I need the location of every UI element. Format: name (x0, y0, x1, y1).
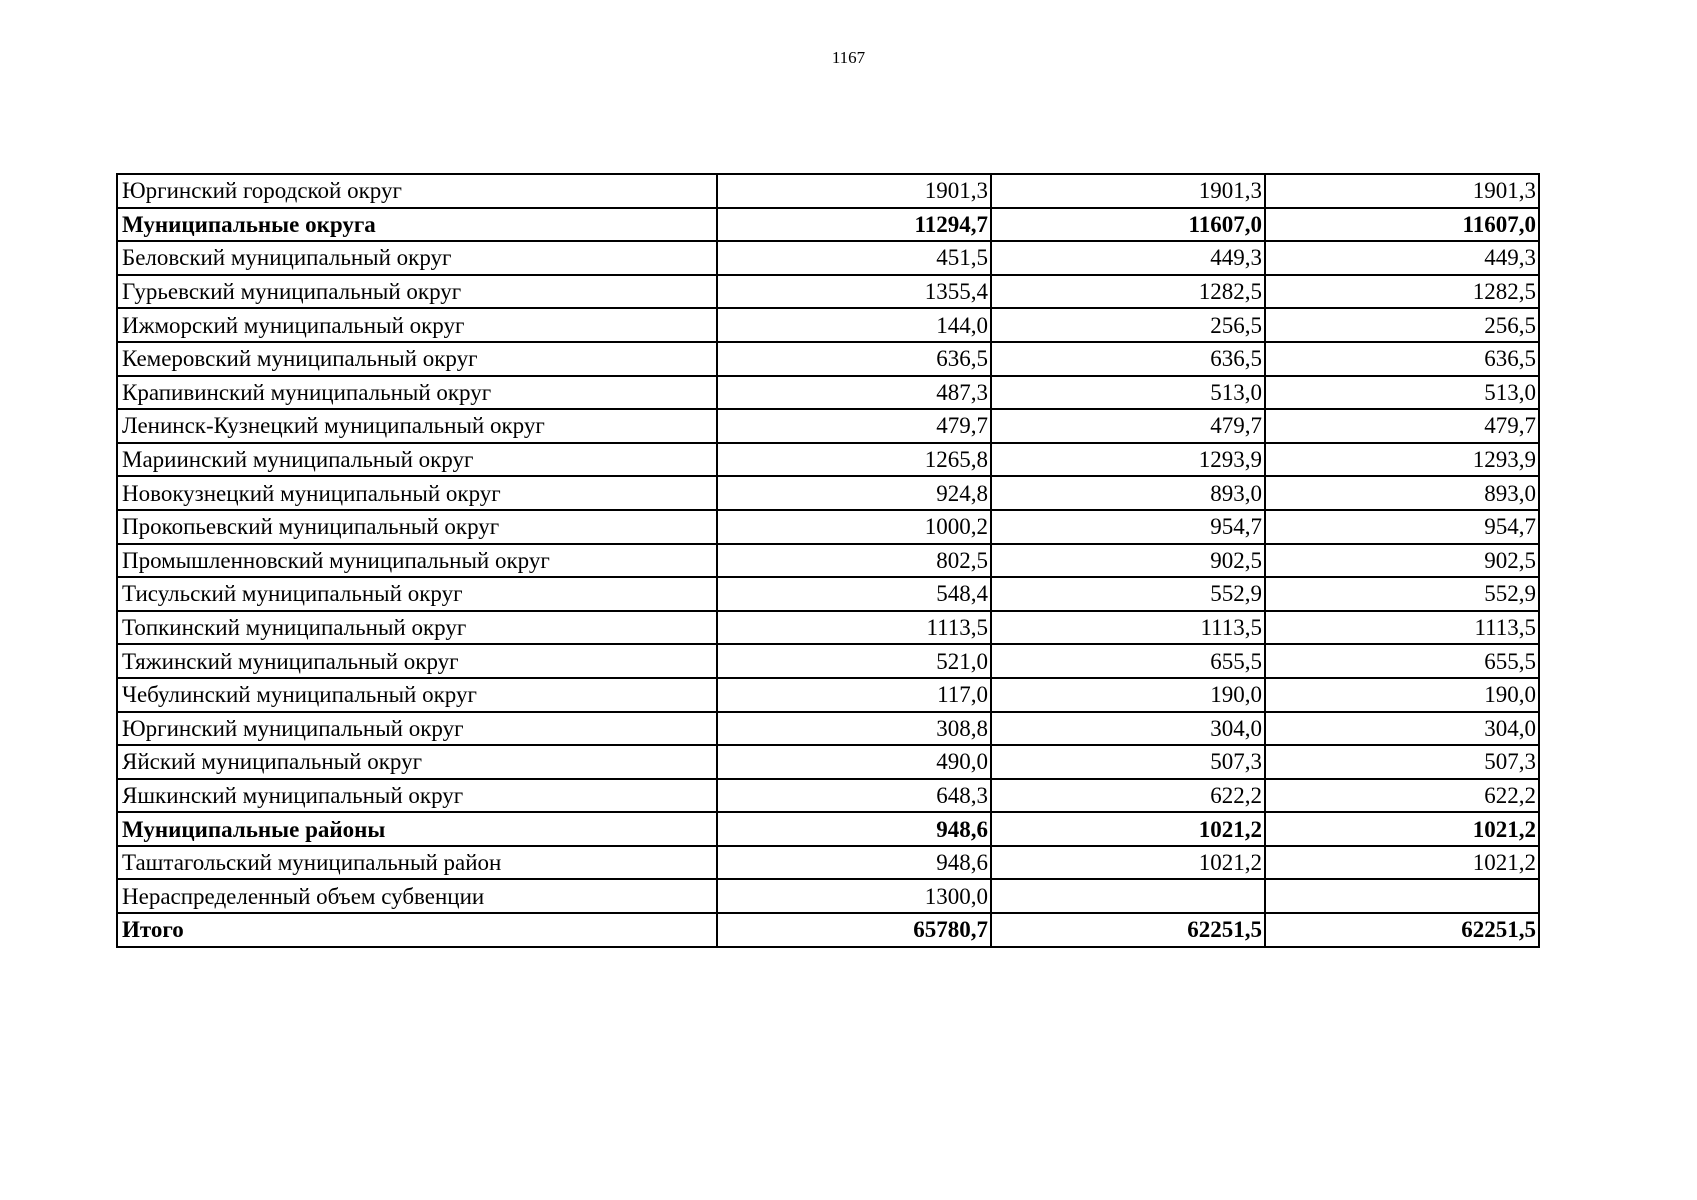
row-name-cell: Яшкинский муниципальный округ (117, 779, 717, 813)
row-value-1-cell: 1113,5 (717, 611, 991, 645)
row-value-2-cell: 1293,9 (991, 443, 1265, 477)
row-value-2-cell: 1901,3 (991, 174, 1265, 208)
row-name-cell: Нераспределенный объем субвенции (117, 879, 717, 913)
row-value-1-cell: 1000,2 (717, 510, 991, 544)
table-row (117, 779, 1539, 813)
row-name-cell: Кемеровский муниципальный округ (117, 342, 717, 376)
row-value-3-cell: 190,0 (1265, 678, 1539, 712)
table-row-subtotal (117, 913, 1539, 947)
row-value-3-cell: 893,0 (1265, 476, 1539, 510)
row-value-3-cell: 622,2 (1265, 779, 1539, 813)
row-value-2-cell: 256,5 (991, 308, 1265, 342)
table-row (117, 879, 1539, 913)
row-value-3-cell: 11607,0 (1265, 208, 1539, 242)
row-value-3-cell: 552,9 (1265, 577, 1539, 611)
row-value-3-cell: 636,5 (1265, 342, 1539, 376)
row-value-1-cell: 636,5 (717, 342, 991, 376)
row-value-3-cell: 1293,9 (1265, 443, 1539, 477)
row-value-1-cell: 548,4 (717, 577, 991, 611)
row-value-2-cell: 552,9 (991, 577, 1265, 611)
row-name-cell: Тисульский муниципальный округ (117, 577, 717, 611)
table-row (117, 308, 1539, 342)
row-value-3-cell: 1901,3 (1265, 174, 1539, 208)
row-value-1-cell: 1265,8 (717, 443, 991, 477)
row-value-1-cell: 490,0 (717, 745, 991, 779)
row-name-cell: Муниципальные округа (117, 208, 717, 242)
table-row (117, 544, 1539, 578)
row-value-3-cell: 1021,2 (1265, 812, 1539, 846)
row-value-1-cell: 802,5 (717, 544, 991, 578)
row-name-cell: Таштагольский муниципальный район (117, 846, 717, 880)
row-name-cell: Яйский муниципальный округ (117, 745, 717, 779)
row-name-cell: Гурьевский муниципальный округ (117, 275, 717, 309)
row-value-2-cell: 954,7 (991, 510, 1265, 544)
table-row (117, 678, 1539, 712)
row-name-cell: Топкинский муниципальный округ (117, 611, 717, 645)
row-value-3-cell: 449,3 (1265, 241, 1539, 275)
row-value-1-cell: 479,7 (717, 409, 991, 443)
row-value-2-cell: 902,5 (991, 544, 1265, 578)
row-name-cell: Крапивинский муниципальный округ (117, 376, 717, 410)
row-value-2-cell: 893,0 (991, 476, 1265, 510)
table-row (117, 644, 1539, 678)
row-value-3-cell: 1021,2 (1265, 846, 1539, 880)
row-name-cell: Тяжинский муниципальный округ (117, 644, 717, 678)
page-number: 1167 (831, 48, 866, 67)
row-value-3-cell: 304,0 (1265, 712, 1539, 746)
row-name-cell: Юргинский городской округ (117, 174, 717, 208)
row-name-cell: Муниципальные районы (117, 812, 717, 846)
row-value-1-cell: 948,6 (717, 846, 991, 880)
table-row (117, 611, 1539, 645)
row-value-3-cell: 655,5 (1265, 644, 1539, 678)
table-row (117, 476, 1539, 510)
row-value-1-cell: 948,6 (717, 812, 991, 846)
row-name-cell: Прокопьевский муниципальный округ (117, 510, 717, 544)
row-value-2-cell: 655,5 (991, 644, 1265, 678)
row-value-2-cell: 622,2 (991, 779, 1265, 813)
row-value-1-cell: 11294,7 (717, 208, 991, 242)
table-row (117, 712, 1539, 746)
row-value-1-cell: 117,0 (717, 678, 991, 712)
table-row-subtotal (117, 812, 1539, 846)
row-name-cell: Новокузнецкий муниципальный округ (117, 476, 717, 510)
table-body (117, 174, 1539, 947)
table-row (117, 409, 1539, 443)
row-value-3-cell: 507,3 (1265, 745, 1539, 779)
row-value-3-cell (1265, 879, 1539, 913)
table-row (117, 745, 1539, 779)
row-name-cell: Ижморский муниципальный округ (117, 308, 717, 342)
row-name-cell: Юргинский муниципальный округ (117, 712, 717, 746)
subvention-table (116, 173, 1540, 948)
row-value-3-cell: 62251,5 (1265, 913, 1539, 947)
row-value-2-cell: 304,0 (991, 712, 1265, 746)
row-value-3-cell: 256,5 (1265, 308, 1539, 342)
row-value-3-cell: 513,0 (1265, 376, 1539, 410)
table-row (117, 342, 1539, 376)
row-value-2-cell (991, 879, 1265, 913)
table-row (117, 241, 1539, 275)
row-value-3-cell: 1282,5 (1265, 275, 1539, 309)
table-row (117, 376, 1539, 410)
row-value-3-cell: 954,7 (1265, 510, 1539, 544)
row-value-1-cell: 1300,0 (717, 879, 991, 913)
row-name-cell: Беловский муниципальный округ (117, 241, 717, 275)
row-value-2-cell: 190,0 (991, 678, 1265, 712)
table-row-subtotal (117, 208, 1539, 242)
row-value-1-cell: 521,0 (717, 644, 991, 678)
row-value-1-cell: 487,3 (717, 376, 991, 410)
table-row (117, 443, 1539, 477)
row-value-1-cell: 648,3 (717, 779, 991, 813)
row-value-2-cell: 1113,5 (991, 611, 1265, 645)
table-row (117, 846, 1539, 880)
row-value-1-cell: 65780,7 (717, 913, 991, 947)
row-value-2-cell: 449,3 (991, 241, 1265, 275)
row-value-3-cell: 902,5 (1265, 544, 1539, 578)
row-name-cell: Чебулинский муниципальный округ (117, 678, 717, 712)
row-value-1-cell: 308,8 (717, 712, 991, 746)
table-row (117, 510, 1539, 544)
row-name-cell: Ленинск-Кузнецкий муниципальный округ (117, 409, 717, 443)
row-value-3-cell: 479,7 (1265, 409, 1539, 443)
row-value-2-cell: 636,5 (991, 342, 1265, 376)
row-value-2-cell: 1282,5 (991, 275, 1265, 309)
row-value-2-cell: 513,0 (991, 376, 1265, 410)
row-name-cell: Мариинский муниципальный округ (117, 443, 717, 477)
row-value-1-cell: 924,8 (717, 476, 991, 510)
table-row (117, 174, 1539, 208)
row-value-3-cell: 1113,5 (1265, 611, 1539, 645)
row-value-1-cell: 1901,3 (717, 174, 991, 208)
row-value-2-cell: 1021,2 (991, 812, 1265, 846)
row-value-2-cell: 1021,2 (991, 846, 1265, 880)
table-row (117, 577, 1539, 611)
table-row (117, 275, 1539, 309)
row-value-2-cell: 479,7 (991, 409, 1265, 443)
row-value-2-cell: 62251,5 (991, 913, 1265, 947)
row-value-1-cell: 144,0 (717, 308, 991, 342)
row-value-2-cell: 11607,0 (991, 208, 1265, 242)
row-value-1-cell: 1355,4 (717, 275, 991, 309)
row-value-2-cell: 507,3 (991, 745, 1265, 779)
row-name-cell: Промышленновский муниципальный округ (117, 544, 717, 578)
row-name-cell: Итого (117, 913, 717, 947)
row-value-1-cell: 451,5 (717, 241, 991, 275)
